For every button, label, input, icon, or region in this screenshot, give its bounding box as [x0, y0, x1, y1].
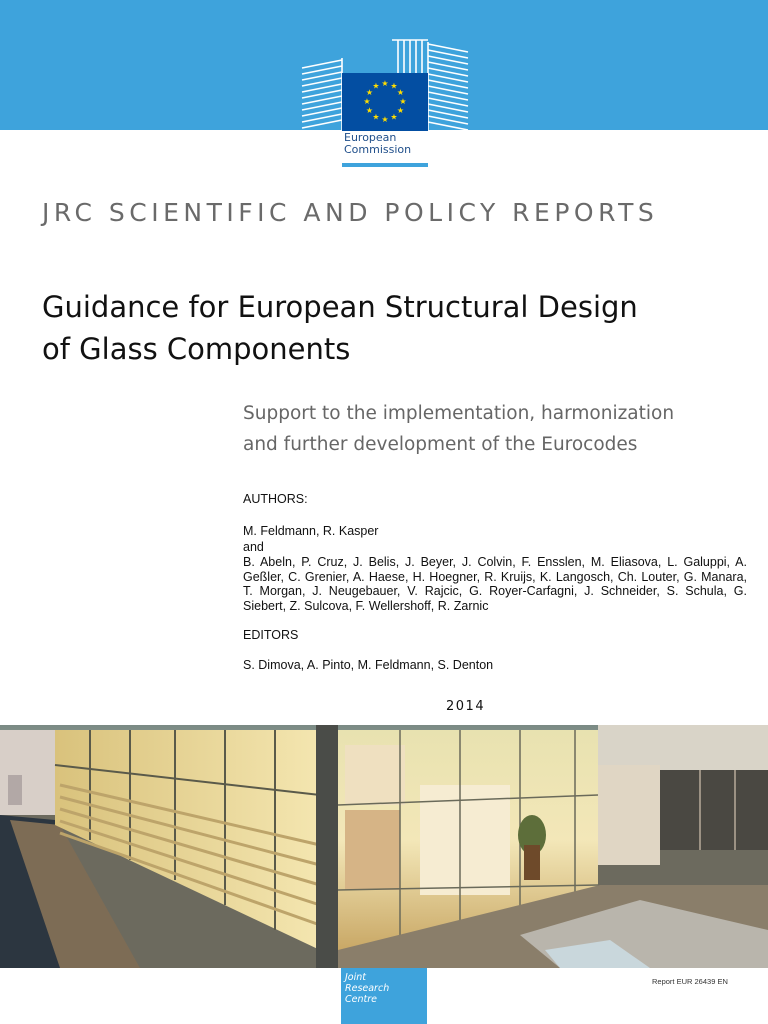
glass-building-photo — [0, 725, 768, 968]
svg-text:★: ★ — [365, 106, 374, 115]
authors-conjunction: and — [243, 540, 264, 554]
svg-text:★: ★ — [390, 112, 398, 122]
editors-list: S. Dimova, A. Pinto, M. Feldmann, S. Denton — [243, 658, 494, 672]
jrc-line3: Centre — [345, 994, 377, 1005]
series-title: JRC SCIENTIFIC AND POLICY REPORTS — [42, 198, 659, 227]
svg-text:★: ★ — [399, 97, 407, 106]
publication-year: 2014 — [446, 699, 486, 714]
subtitle-line2: and further development of the Eurocodes — [243, 434, 638, 455]
title-line2: of Glass Components — [42, 332, 351, 366]
jrc-line1: Joint — [345, 972, 366, 983]
svg-text:★: ★ — [390, 81, 398, 91]
svg-text:★: ★ — [396, 88, 405, 97]
svg-text:★: ★ — [372, 81, 380, 91]
svg-text:★: ★ — [372, 112, 380, 122]
svg-text:★: ★ — [365, 88, 374, 97]
eu-flag-icon — [342, 73, 428, 131]
editors-heading: EDITORS — [243, 628, 299, 642]
report-number: Report EUR 26439 EN — [652, 977, 728, 986]
jrc-logo-box — [341, 968, 427, 1024]
logo-underline — [342, 163, 428, 167]
logo-text-line2: Commission — [344, 143, 412, 156]
jrc-logo-text — [345, 972, 425, 1005]
page-title — [42, 286, 742, 370]
subtitle-line1: Support to the implementation, harmonization — [243, 403, 675, 424]
title-line1: Guidance for European Structural Design — [42, 290, 638, 324]
main-authors: M. Feldmann, R. Kasper — [243, 524, 379, 538]
svg-text:★: ★ — [381, 79, 389, 88]
logo-text — [344, 132, 434, 156]
logo-text-line1: European — [344, 131, 397, 144]
subtitle — [243, 398, 753, 460]
svg-text:★: ★ — [363, 97, 371, 106]
svg-text:★: ★ — [381, 115, 389, 124]
cover-photo — [0, 725, 768, 968]
contributing-authors: B. Abeln, P. Cruz, J. Belis, J. Beyer, J. Colvin, F. Ensslen, M. Eliasova, L. Galuppi, A. Geßler, C. Grenier, A. Haese, H. Hoegner, R. Kruijs, K. Langosch, Ch. Louter, G. Manara, T. Morgan, J. Neugebauer, V. Rajcic, G. Royer-Carfagni, J. Schneider, S. Schula, G. Siebert, Z. Sulcova, F. Wellershoff, R. Zarnic — [243, 555, 747, 613]
european-commission-logo — [300, 38, 470, 172]
authors-heading: AUTHORS: — [243, 492, 308, 506]
jrc-line2: Research — [345, 983, 390, 994]
svg-text:★: ★ — [396, 106, 405, 115]
